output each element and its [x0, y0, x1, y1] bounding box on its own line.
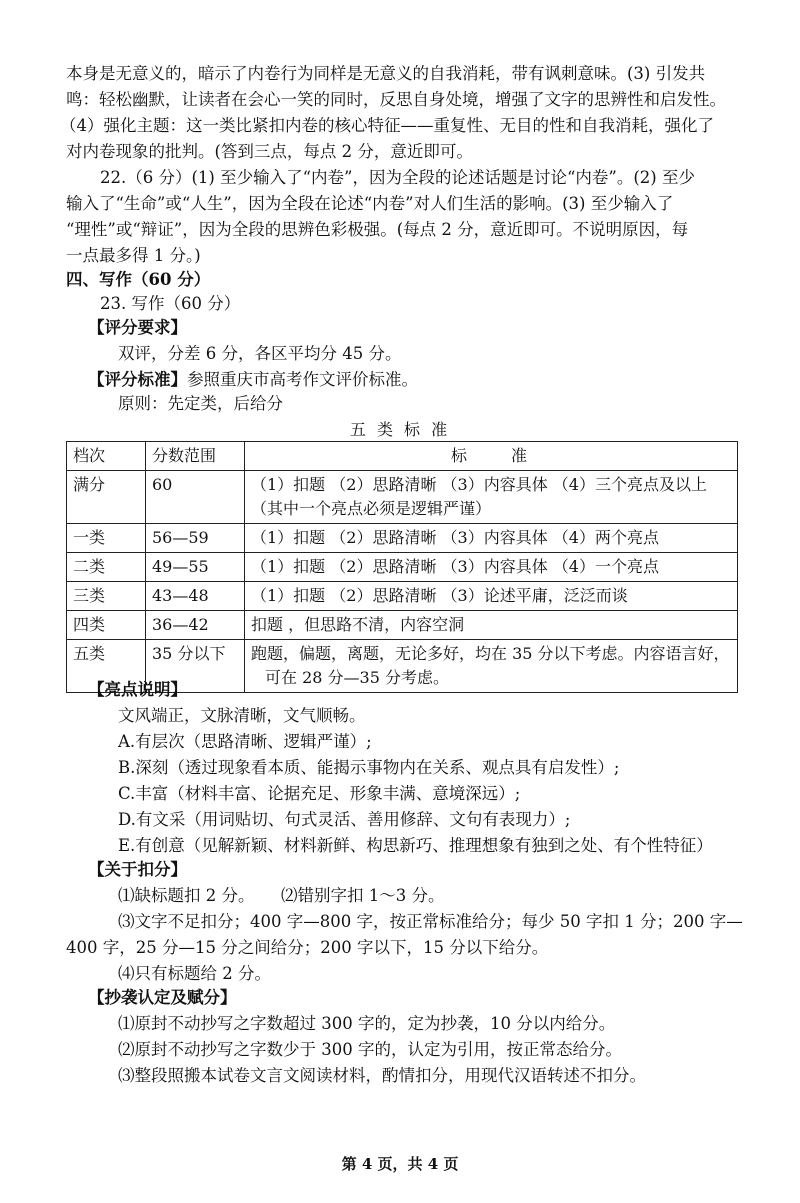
table-row: [67, 553, 738, 582]
criteria-cell: [245, 471, 738, 524]
grade-cell: 四类: [67, 611, 146, 640]
grade-cell: 满分: [67, 471, 146, 524]
deduction-item: ⑶文字不足扣分；400 字—800 字，按正常标准给分；每少 50 字扣 1 分；200 字—: [118, 912, 743, 931]
table-row: [67, 611, 738, 640]
header-range: 分数范围: [146, 442, 245, 471]
plagiarism-item: ⑶整段照搬本试卷文言文阅读材料，酌情扣分，用现代汉语转述不扣分。: [118, 1066, 646, 1085]
q22-line-3: “理性”或“辩证”，因为全段的思辨色彩极强。(每点 2 分，意近即可。不说明原因，每: [66, 220, 689, 239]
highlight-item: D.有文采（用词贴切、句式灵活、善用修辞、文句有表现力）;: [118, 810, 571, 829]
criteria-cell: （1）扣题 （2）思路清晰 （3）内容具体 （4）一个亮点: [245, 553, 738, 582]
intro-line-1: 本身是无意义的，暗示了内卷行为同样是无意义的自我消耗，带有讽刺意味。(3) 引发共: [66, 64, 706, 83]
criteria-cell: [245, 640, 738, 693]
deduction-item-cont: 400 字，25 分—15 分之间给分；200 字以下，15 分以下给分。: [66, 938, 549, 957]
range-cell: 60: [146, 471, 245, 524]
deduction-item: ⑵错别字扣 1～3 分。: [281, 886, 445, 905]
table-row: [67, 471, 738, 524]
criteria-cell: （1）扣题 （2）思路清晰 （3）内容具体 （4）两个亮点: [245, 524, 738, 553]
grade-cell: 二类: [67, 553, 146, 582]
table-row: [67, 524, 738, 553]
deduction-item: ⑷只有标题给 2 分。: [118, 964, 271, 983]
deduction-heading: 【关于扣分】: [88, 860, 187, 879]
table-caption: 五 类 标 准: [349, 420, 451, 439]
criteria-note: 可在 28 分—35 分考虑。: [265, 668, 449, 687]
page-number: 第 4 页，共 4 页: [341, 1155, 459, 1173]
plagiarism-item: ⑵原封不动抄写之字数少于 300 字的，认定为引用，按正常态给分。: [118, 1040, 622, 1059]
range-cell: 35 分以下: [146, 640, 245, 693]
standard-text: 参照重庆市高考作文评价标准。: [187, 370, 418, 389]
criteria-cell: 扣题 ，但思路不清，内容空洞: [245, 611, 738, 640]
grade-cell: 五类: [67, 640, 146, 693]
grade-cell: 三类: [67, 582, 146, 611]
deduction-item: ⑴缺标题扣 2 分。: [118, 886, 255, 905]
plagiarism-heading: 【抄袭认定及赋分】: [88, 988, 237, 1007]
q22-line-4: 一点最多得 1 分。): [66, 246, 201, 265]
table-header-row: [67, 442, 738, 471]
highlights-heading: 【亮点说明】: [88, 680, 187, 699]
range-cell: 56—59: [146, 524, 245, 553]
range-cell: 43—48: [146, 582, 245, 611]
highlight-item: B.深刻（透过现象看本质、能揭示事物内在关系、观点具有启发性）;: [118, 758, 620, 777]
range-cell: 49—55: [146, 553, 245, 582]
criteria-line: 跑题，偏题，离题，无论多好，均在 35 分以下考虑。内容语言好，: [251, 644, 730, 663]
range-cell: 36—42: [146, 611, 245, 640]
criteria-note: （其中一个亮点必须是逻辑严谨）: [251, 499, 492, 518]
q22-line-1: 22.（6 分）(1) 至少输入了“内卷”，因为全段的论述话题是讨论“内卷”。(2) 至少: [100, 168, 695, 187]
principle-text: 原则：先定类，后给分: [118, 394, 283, 413]
requirement-heading: 【评分要求】: [88, 318, 187, 337]
intro-line-4: 对内卷现象的批判。(答到三点，每点 2 分，意近即可。: [66, 142, 473, 161]
grade-cell: 一类: [67, 524, 146, 553]
table-row: [67, 582, 738, 611]
highlight-item: E.有创意（见解新颖、材料新鲜、构思新巧、推理想象有独到之处、有个性特征）: [118, 836, 713, 855]
intro-line-3: （4）强化主题：这一类比紧扣内卷的核心特征——重复性、无目的性和自我消耗，强化了: [60, 116, 714, 135]
header-criteria: 标 准: [245, 442, 738, 471]
header-grade: 档次: [67, 442, 146, 471]
q22-line-2: 输入了“生命”或“人生”，因为全段在论述“内卷”对人们生活的影响。(3) 至少输入了: [66, 194, 674, 213]
section-title: 四、写作（60 分）: [66, 270, 211, 289]
requirement-text: 双评，分差 6 分，各区平均分 45 分。: [118, 344, 402, 363]
highlights-intro: 文风端正，文脉清晰，文气顺畅。: [118, 706, 366, 725]
standard-heading: 【评分标准】: [88, 370, 187, 389]
intro-line-2: 鸣：轻松幽默，让读者在会心一笑的同时，反思自身处境，增强了文字的思辨性和启发性。: [66, 90, 726, 109]
criteria-cell: （1）扣题 （2）思路清晰 （3）论述平庸，泛泛而谈: [245, 582, 738, 611]
grading-standards-table: [66, 441, 738, 693]
q23-title: 23. 写作（60 分）: [100, 294, 241, 313]
plagiarism-item: ⑴原封不动抄写之字数超过 300 字的，定为抄袭，10 分以内给分。: [118, 1014, 616, 1033]
highlight-item: A.有层次（思路清晰、逻辑严谨）;: [118, 732, 372, 751]
criteria-line: （1）扣题 （2）思路清晰 （3）内容具体 （4）三个亮点及以上: [251, 475, 707, 494]
highlight-item: C.丰富（材料丰富、论据充足、形象丰满、意境深远）;: [118, 784, 521, 803]
